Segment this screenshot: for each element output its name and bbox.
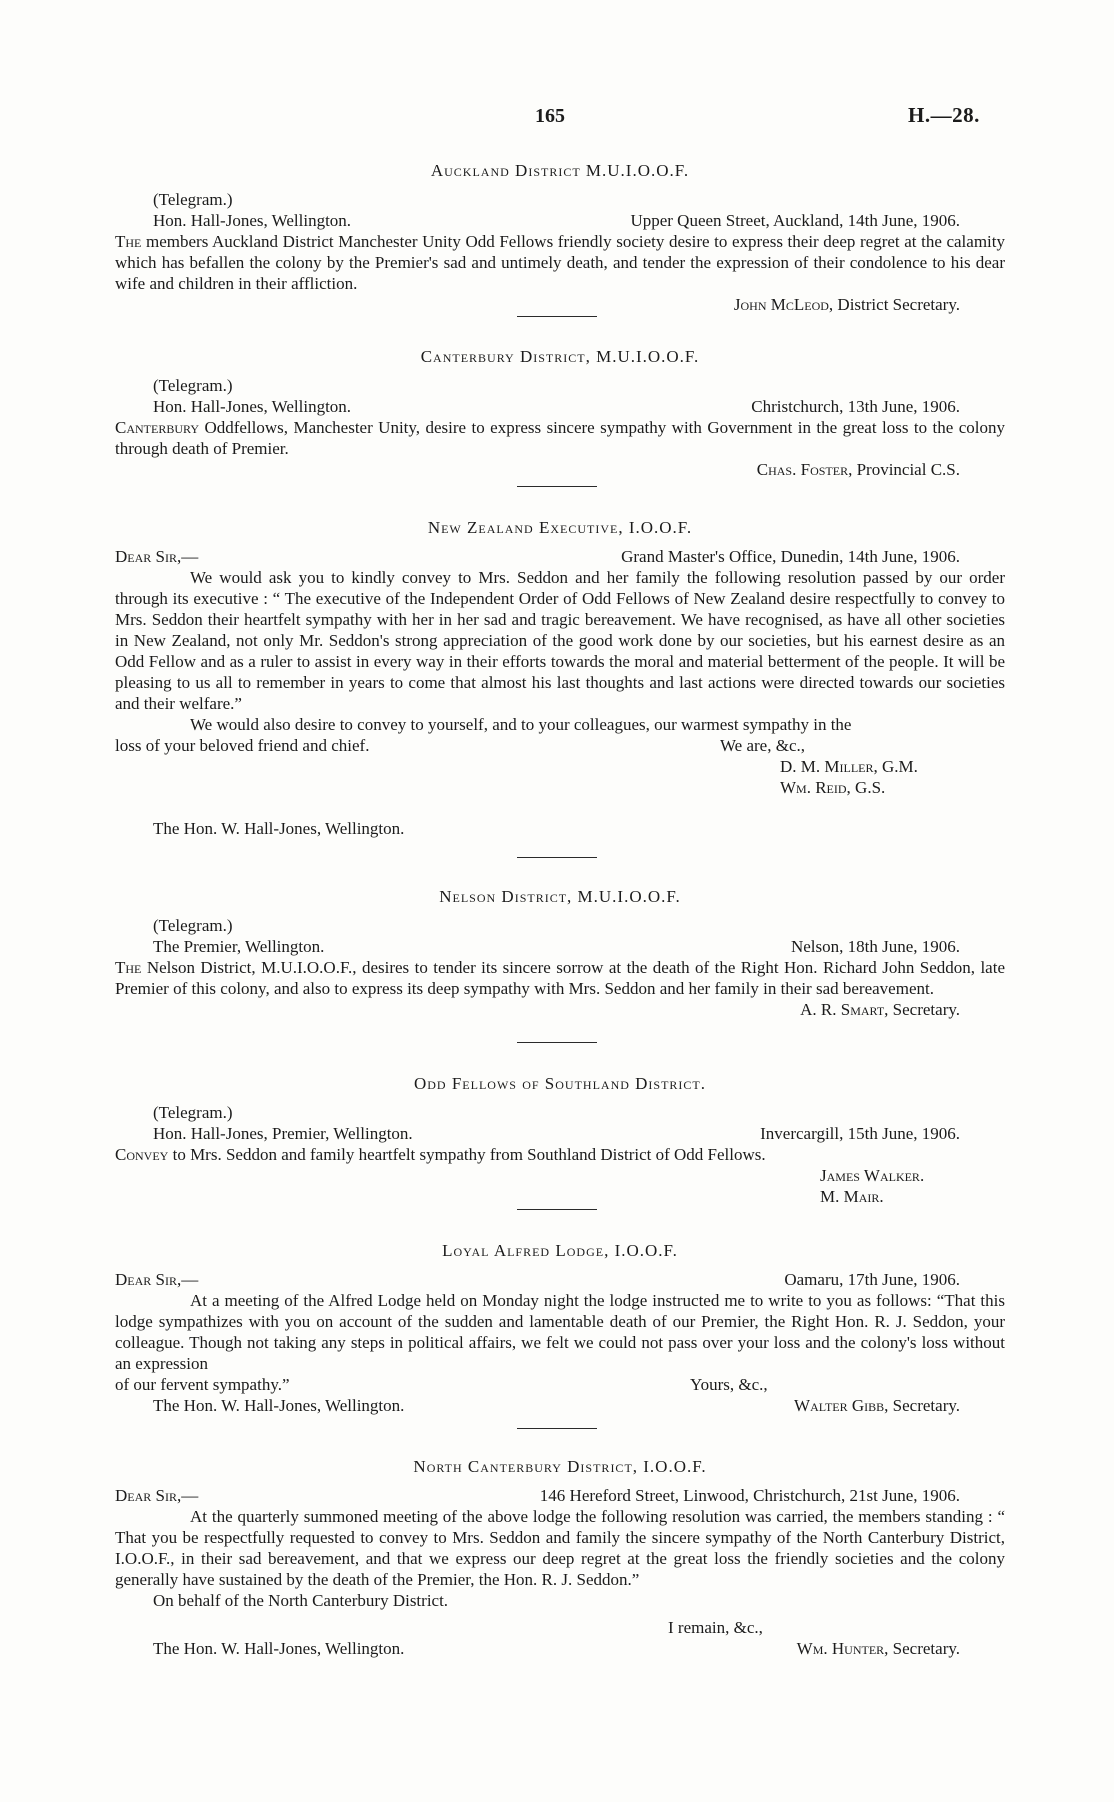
signatory-name: Chas. Foster [756, 460, 849, 479]
signature [794, 1395, 960, 1416]
telegram-label: (Telegram.) [153, 916, 233, 935]
telegram-label-row [115, 915, 1005, 936]
addressee-row [115, 1638, 1005, 1659]
signature [115, 459, 1005, 480]
telegram-label-row [115, 1102, 1005, 1123]
dateline: Upper Queen Street, Auckland, 14th June, 1906. [630, 211, 960, 230]
section-divider [517, 1209, 597, 1210]
signature [780, 756, 1005, 777]
message-text: Nelson District, M.U.I.O.O.F., desires to tender its sincere sorrow at the death of the Right Hon. Richard John Seddon, late Premier of this colony, and also to express its deep sympathy with Mrs. Seddon and her family in their sad bereavement. [115, 958, 1005, 998]
letter-paragraph: We would also desire to convey to yourself, and to your colleagues, our warmest sympathy in the [190, 715, 852, 734]
signatures [115, 756, 1005, 798]
paper-reference: H.—28. [908, 103, 980, 127]
section-title: New Zealand Executive, I.O.O.F. [427, 518, 693, 537]
message-lead: The [115, 232, 142, 251]
address-row [115, 936, 1005, 957]
signature [780, 777, 1005, 798]
message-body [115, 231, 1005, 294]
closing: Yours, &c., [690, 1375, 768, 1394]
message-text: members Auckland District Manchester Unity Odd Fellows friendly society desire to express their deep regret at the calamity which has befallen the colony by the Premier's sad and untimely death, and tender the expression of their condolence to his dear wife and children in their affliction. [115, 232, 1005, 293]
section-divider [517, 1042, 597, 1043]
message-body [115, 957, 1005, 999]
signatory-name: Wm. Hunter [796, 1639, 885, 1658]
section-title: Odd Fellows of Southland District. [413, 1074, 707, 1093]
addressee: Hon. Hall-Jones, Wellington. [153, 397, 352, 416]
signatory-role: , Secretary. [884, 1000, 960, 1019]
signature [115, 294, 1005, 315]
address-row [115, 210, 1005, 231]
message-body [115, 1144, 1005, 1165]
signatory-name: Wm. Reid [780, 778, 847, 797]
section-canterbury-district [115, 346, 1005, 480]
addressee: The Premier, Wellington. [153, 937, 325, 956]
letter-paragraph: At the quarterly summoned meeting of the above lodge the following resolution was carried, the members standing : “ That you be respectfully requested to convey to Mrs. Seddon and family the sincere sympathy of the North Canterbury District, I.O.O.F., in their sad bereavement, and that we express our deep regret at the great loss the friendly societies and the colony generally have sustained by the death of the Premier, the Hon. R. J. Seddon.” [115, 1507, 1005, 1589]
section-new-zealand-executive [115, 517, 1005, 839]
signatory-name: Walter Gibb [794, 1396, 885, 1415]
signatory-name: A. R. Smart [800, 1000, 885, 1019]
message-text: Oddfellows, Manchester Unity, desire to express sincere sympathy with Government in the great loss to the colony through death of Premier. [115, 418, 1005, 458]
section-title: Canterbury District, M.U.I.O.O.F. [420, 347, 700, 366]
section-divider [517, 486, 597, 487]
telegram-label: (Telegram.) [153, 190, 233, 209]
signatory-role: , Provincial C.S. [848, 460, 960, 479]
telegram-label-row [115, 189, 1005, 210]
addressee: Hon. Hall-Jones, Wellington. [153, 211, 352, 230]
salutation: Dear Sir,— [115, 1270, 199, 1289]
page-number: 165 [535, 105, 565, 127]
addressee: The Hon. W. Hall-Jones, Wellington. [153, 819, 405, 838]
section-nelson-district [115, 886, 1005, 1020]
signatory-name: D. M. Miller [780, 757, 874, 776]
section-divider [517, 1428, 597, 1429]
closing: I remain, &c., [668, 1618, 763, 1637]
telegram-label-row [115, 375, 1005, 396]
section-title: North Canterbury District, I.O.O.F. [413, 1457, 707, 1476]
section-title: Nelson District, M.U.I.O.O.F. [439, 887, 681, 906]
section-title: Auckland District M.U.I.O.O.F. [430, 161, 690, 180]
dateline: Grand Master's Office, Dunedin, 14th June, 1906. [621, 547, 960, 566]
signatory-role: , District Secretary. [828, 295, 960, 314]
paragraph-end: of our fervent sympathy.” [115, 1375, 290, 1394]
signatory-role: , G.S. [846, 778, 886, 797]
closing-row [115, 735, 1005, 756]
section-divider [517, 857, 597, 858]
letter-paragraph: On behalf of the North Canterbury District. [153, 1591, 449, 1610]
signatures [115, 1165, 1005, 1207]
signatory-role: , Secretary. [884, 1396, 960, 1415]
dateline: Nelson, 18th June, 1906. [790, 937, 960, 956]
signature: M. Mair. [820, 1187, 884, 1206]
telegram-label: (Telegram.) [153, 376, 233, 395]
salutation-row [115, 1485, 1005, 1506]
salutation-row [115, 1269, 1005, 1290]
closing-row [115, 1617, 1005, 1638]
address-row [115, 1123, 1005, 1144]
closing-row [115, 1374, 1005, 1395]
addressee: The Hon. W. Hall-Jones, Wellington. [153, 1396, 405, 1415]
message-lead: Convey [115, 1145, 169, 1164]
signatory-role: , Secretary. [884, 1639, 960, 1658]
message-lead: The [115, 958, 142, 977]
paragraph-end: loss of your beloved friend and chief. [115, 736, 370, 755]
section-loyal-alfred-lodge [115, 1240, 1005, 1416]
dateline: 146 Hereford Street, Linwood, Christchurch, 21st June, 1906. [539, 1486, 960, 1505]
salutation: Dear Sir,— [115, 547, 199, 566]
section-title: Loyal Alfred Lodge, I.O.O.F. [442, 1241, 678, 1260]
signature [797, 1638, 960, 1659]
telegram-label: (Telegram.) [153, 1103, 233, 1122]
addressee: Hon. Hall-Jones, Premier, Wellington. [153, 1124, 413, 1143]
letter-paragraph: We would ask you to kindly convey to Mrs. Seddon and her family the following resolution passed by our order through its executive : “ The executive of the Independent Order of Odd Fellows of New Zealand desire respectfully to convey to Mrs. Seddon their heartfelt sympathy with her in her sad and tragic bereavement. We have recognised, as have all other societies in New Zealand, not only Mr. Seddon's strong appreciation of the good work done by our societies, but his earnest desire as an Odd Fellow and as a ruler to assist in every way in their efforts towards the moral and material betterment of the people. It will be pleasing to us all to remember in years to come that almost his last thoughts and last actions were directed towards our societies and their welfare.” [115, 568, 1005, 713]
section-divider [517, 316, 597, 317]
addressee-row [115, 818, 1005, 839]
salutation: Dear Sir,— [115, 1486, 199, 1505]
message-lead: Canterbury [115, 418, 200, 437]
message-body [115, 417, 1005, 459]
dateline: Oamaru, 17th June, 1906. [784, 1270, 960, 1289]
signature [115, 999, 1005, 1020]
signatory-name: John McLeod [733, 295, 829, 314]
closing: We are, &c., [720, 736, 805, 755]
section-north-canterbury-district [115, 1456, 1005, 1659]
section-auckland-district [115, 160, 1005, 315]
salutation-row [115, 546, 1005, 567]
address-row [115, 396, 1005, 417]
dateline: Christchurch, 13th June, 1906. [751, 397, 960, 416]
letter-paragraph: At a meeting of the Alfred Lodge held on Monday night the lodge instructed me to write to you as follows: “That this lodge sympathizes with you on account of the sudden and lamentable death of our Premier, the Right Hon. R. J. Seddon, your colleague. Though not taking any steps in political affairs, we felt we could not pass over your loss and the colony's loss without an expression [115, 1291, 1005, 1373]
message-text: to Mrs. Seddon and family heartfelt sympathy from Southland District of Odd Fellows. [168, 1145, 766, 1164]
signature: James Walker. [820, 1166, 925, 1185]
dateline: Invercargill, 15th June, 1906. [760, 1124, 960, 1143]
addressee-row [115, 1395, 1005, 1416]
section-southland-district [115, 1073, 1005, 1207]
addressee: The Hon. W. Hall-Jones, Wellington. [153, 1639, 405, 1658]
signatory-role: , G.M. [873, 757, 918, 776]
